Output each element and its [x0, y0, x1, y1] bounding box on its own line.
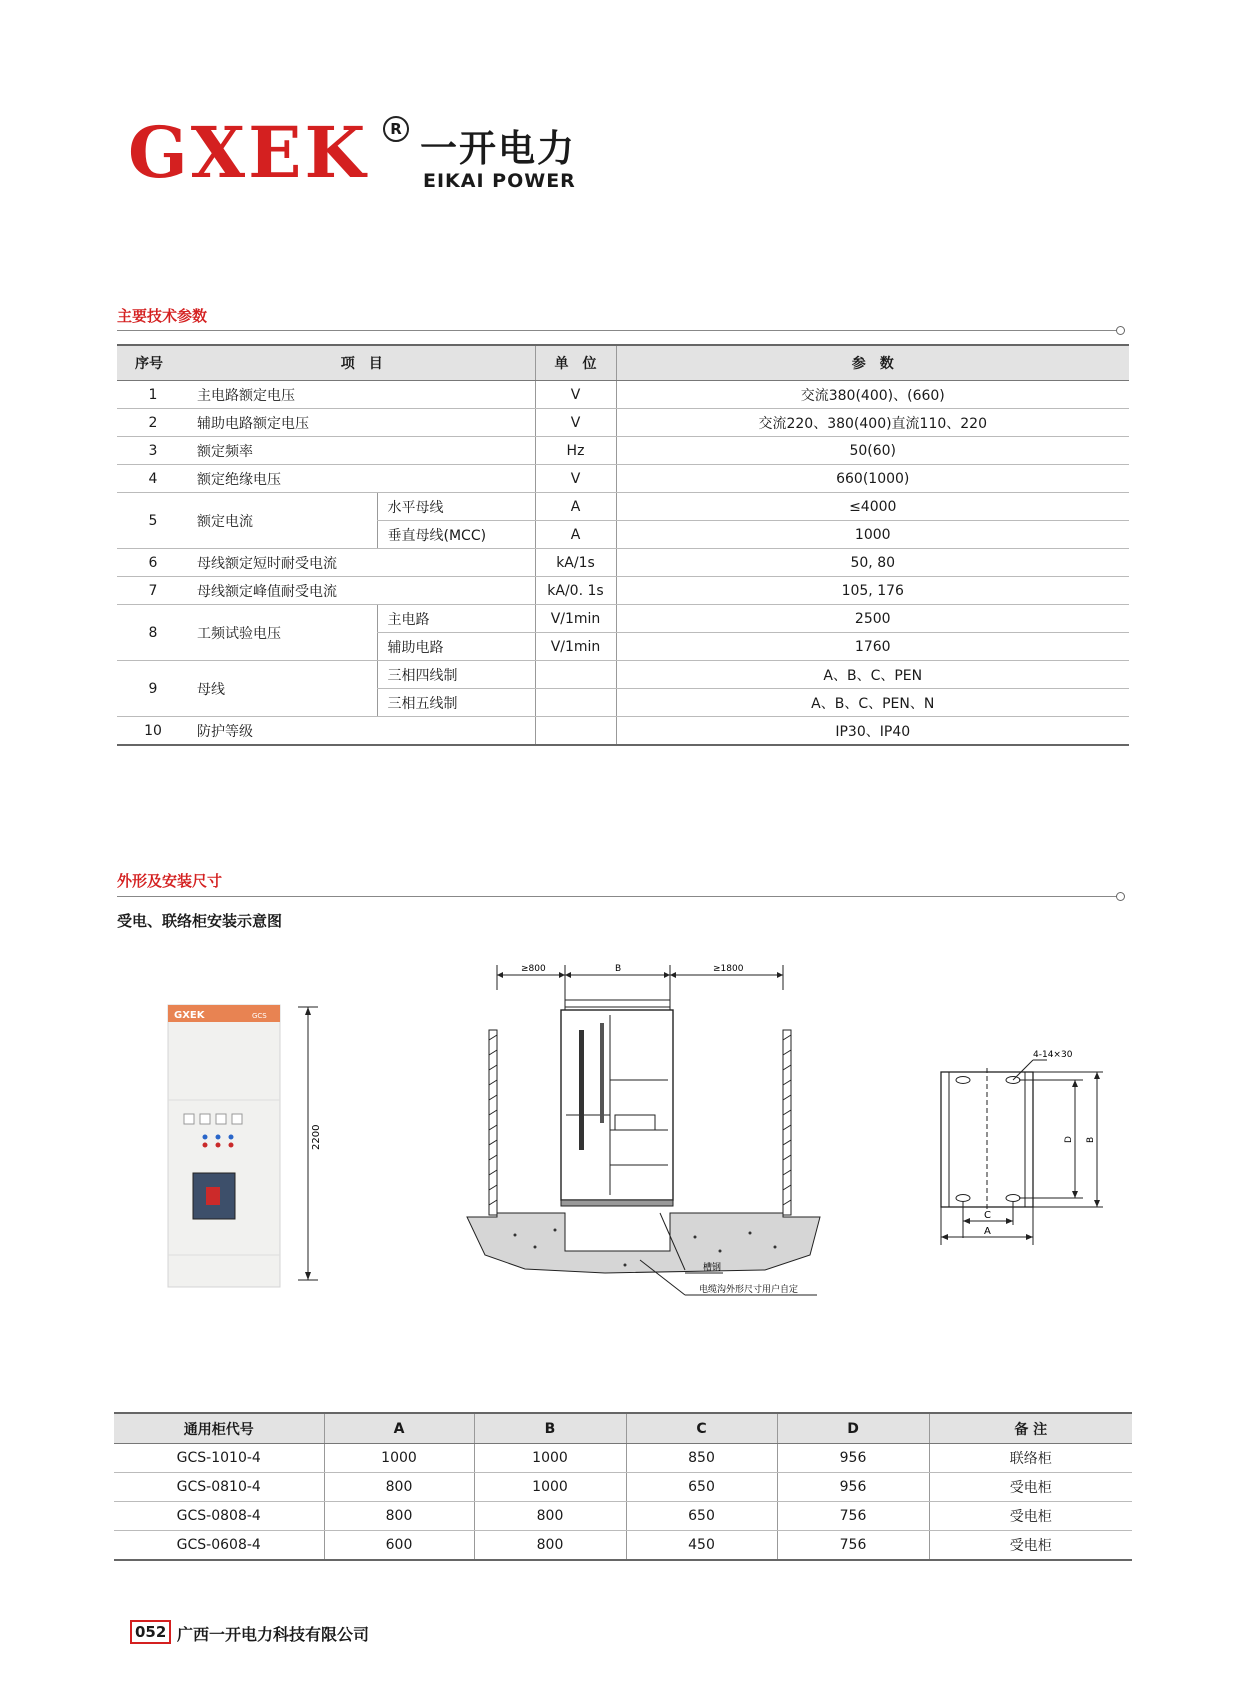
cell-code: GCS-0810-4 — [114, 1473, 324, 1502]
cell-d: 756 — [777, 1502, 929, 1531]
row-unit: V/1min — [535, 633, 616, 661]
row-no: 6 — [117, 549, 189, 577]
row-unit: V — [535, 465, 616, 493]
row-no: 3 — [117, 437, 189, 465]
row-unit: A — [535, 521, 616, 549]
row-item: 额定电流 — [189, 493, 377, 549]
cell-note: 受电柜 — [929, 1531, 1132, 1561]
mount-hole — [956, 1195, 970, 1202]
cell-b: 1000 — [474, 1444, 626, 1473]
row-value: A、B、C、PEN、N — [616, 689, 1129, 717]
row-value: 2500 — [616, 605, 1129, 633]
header-cell: A — [324, 1413, 474, 1444]
row-item: 母线 — [189, 661, 377, 717]
header-item: 项 目 — [189, 345, 535, 381]
footer-company-name: 广西一开电力科技有限公司 — [177, 1625, 370, 1644]
row-item: 额定绝缘电压 — [189, 465, 535, 493]
row-subitem: 垂直母线(MCC) — [377, 521, 535, 549]
table-row — [117, 577, 1129, 605]
cell-b: 1000 — [474, 1473, 626, 1502]
height-label: 2200 — [311, 1124, 322, 1150]
row-value: 1000 — [616, 521, 1129, 549]
cell-code: GCS-1010-4 — [114, 1444, 324, 1473]
cell-note: 受电柜 — [929, 1502, 1132, 1531]
cabinet-brand-label: GXEK — [174, 1010, 205, 1021]
row-unit: A — [535, 493, 616, 521]
row-value: 50, 80 — [616, 549, 1129, 577]
installation-diagram — [465, 955, 840, 1340]
table-row — [117, 493, 1129, 521]
row-item: 额定频率 — [189, 437, 535, 465]
cell-note: 联络柜 — [929, 1444, 1132, 1473]
divider-end-dot — [1116, 326, 1125, 335]
row-subitem: 三相四线制 — [377, 661, 535, 689]
cell-c: 850 — [626, 1444, 777, 1473]
section-divider — [117, 896, 1117, 897]
row-unit: kA/0. 1s — [535, 577, 616, 605]
header-param: 参 数 — [616, 345, 1129, 381]
row-subitem: 水平母线 — [377, 493, 535, 521]
dimension-table — [114, 1412, 1132, 1561]
row-value: 105, 176 — [616, 577, 1129, 605]
section-title-dimensions: 外形及安装尺寸 — [117, 872, 223, 890]
cell-code: GCS-0808-4 — [114, 1502, 324, 1531]
spec-table — [117, 344, 1129, 746]
row-value: 1760 — [616, 633, 1129, 661]
cabinet-model-label: GCS — [252, 1012, 267, 1020]
row-value: IP30、IP40 — [616, 717, 1129, 746]
cell-d: 756 — [777, 1531, 929, 1561]
header-cell: B — [474, 1413, 626, 1444]
note-steel-label: 槽钢 — [703, 1263, 722, 1273]
dimension-table-header — [114, 1413, 1132, 1444]
cell-code: GCS-0608-4 — [114, 1531, 324, 1561]
row-value: 交流380(400)、(660) — [616, 381, 1129, 409]
row-unit: V — [535, 381, 616, 409]
table-row — [117, 549, 1129, 577]
row-item: 母线额定峰值耐受电流 — [189, 577, 535, 605]
header-cell: C — [626, 1413, 777, 1444]
cell-d: 956 — [777, 1444, 929, 1473]
row-no: 7 — [117, 577, 189, 605]
section-divider — [117, 330, 1117, 331]
row-item: 工频试验电压 — [189, 605, 377, 661]
table-row — [114, 1473, 1132, 1502]
row-subitem: 三相五线制 — [377, 689, 535, 717]
row-no: 8 — [117, 605, 189, 661]
header-no: 序号 — [117, 345, 189, 381]
table-row — [117, 437, 1129, 465]
table-row — [117, 381, 1129, 409]
table-row — [117, 717, 1129, 746]
mount-hole — [956, 1077, 970, 1084]
row-item: 辅助电路额定电压 — [189, 409, 535, 437]
cell-c: 450 — [626, 1531, 777, 1561]
row-no: 4 — [117, 465, 189, 493]
dim-front-label: ≥800 — [521, 964, 546, 974]
row-value: 交流220、380(400)直流110、220 — [616, 409, 1129, 437]
row-no: 10 — [117, 717, 189, 746]
mount-hole — [1006, 1195, 1020, 1202]
dim-b-label: B — [615, 964, 622, 974]
row-unit — [535, 689, 616, 717]
row-value: 660(1000) — [616, 465, 1129, 493]
row-no: 1 — [117, 381, 189, 409]
cell-d: 956 — [777, 1473, 929, 1502]
row-no: 2 — [117, 409, 189, 437]
cabinet-photo — [160, 995, 340, 1300]
note-cable-label: 电缆沟外形尺寸用户自定 — [699, 1285, 799, 1295]
cell-b: 800 — [474, 1502, 626, 1531]
dim-c-label: C — [984, 1210, 991, 1221]
row-unit — [535, 717, 616, 746]
cell-c: 650 — [626, 1473, 777, 1502]
diagram-subtitle: 受电、联络柜安装示意图 — [117, 912, 283, 930]
row-no: 5 — [117, 493, 189, 549]
row-no: 9 — [117, 661, 189, 717]
cell-a: 800 — [324, 1502, 474, 1531]
dim-a-label: A — [984, 1226, 991, 1237]
brand-logo: GXEK — [128, 111, 369, 194]
cell-b: 800 — [474, 1531, 626, 1561]
hole-spec-label: 4-14×30 — [1033, 1050, 1073, 1060]
table-row — [117, 661, 1129, 689]
cell-c: 650 — [626, 1502, 777, 1531]
spec-table-header — [117, 345, 1129, 381]
header-cell: 备 注 — [929, 1413, 1132, 1444]
registered-mark: R — [383, 116, 409, 142]
header-cell: 通用柜代号 — [114, 1413, 324, 1444]
cell-a: 1000 — [324, 1444, 474, 1473]
divider-end-dot — [1116, 892, 1125, 901]
table-row — [114, 1531, 1132, 1561]
table-row — [117, 409, 1129, 437]
cell-a: 600 — [324, 1531, 474, 1561]
company-name-en: EIKAI POWER — [423, 170, 576, 192]
header-unit: 单 位 — [535, 345, 616, 381]
row-unit: kA/1s — [535, 549, 616, 577]
table-row — [117, 465, 1129, 493]
table-row — [114, 1502, 1132, 1531]
table-row — [117, 605, 1129, 633]
row-unit: V/1min — [535, 605, 616, 633]
row-unit — [535, 661, 616, 689]
base-plan-diagram — [935, 1040, 1110, 1250]
dim-back-label: ≥1800 — [713, 964, 744, 974]
row-value: A、B、C、PEN — [616, 661, 1129, 689]
row-unit: V — [535, 409, 616, 437]
dim-b-plan-label: B — [1086, 1136, 1096, 1143]
row-item: 主电路额定电压 — [189, 381, 535, 409]
company-name-cn: 一开电力 — [420, 127, 576, 170]
page-number: 052 — [130, 1620, 171, 1644]
header-cell: D — [777, 1413, 929, 1444]
cell-note: 受电柜 — [929, 1473, 1132, 1502]
row-value: 50(60) — [616, 437, 1129, 465]
row-subitem: 辅助电路 — [377, 633, 535, 661]
cell-a: 800 — [324, 1473, 474, 1502]
row-item: 母线额定短时耐受电流 — [189, 549, 535, 577]
section-title-specs: 主要技术参数 — [117, 307, 208, 325]
row-unit: Hz — [535, 437, 616, 465]
row-value: ≤4000 — [616, 493, 1129, 521]
table-row — [114, 1444, 1132, 1473]
dim-d-label: D — [1064, 1136, 1074, 1143]
row-subitem: 主电路 — [377, 605, 535, 633]
row-item: 防护等级 — [189, 717, 535, 746]
